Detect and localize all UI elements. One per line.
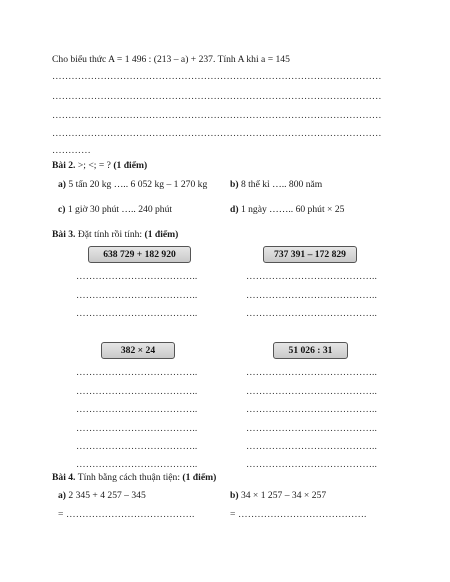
answer-line: ………………………………………………………………………………………… — [52, 110, 382, 121]
work-line: ……………………………….. — [76, 423, 198, 434]
bai2-item-a — [58, 179, 207, 191]
item-letter: c) — [58, 204, 66, 215]
item-text: 34 × 1 257 – 34 × 257 — [240, 490, 327, 501]
work-line: ………………………………….. — [246, 441, 378, 452]
work-line: ……………………………….. — [76, 308, 198, 319]
item-text: 2 345 + 4 257 – 345 — [68, 490, 146, 501]
bai4-item-a — [58, 490, 146, 502]
answer-line: ………………………………………………………………………………………… — [52, 128, 382, 139]
answer-line: ………………………………………………………………………………………… — [52, 91, 382, 102]
answer-line: = …………………………………. — [58, 509, 195, 520]
work-line: ………………………………….. — [246, 404, 378, 415]
problem-box: 638 729 + 182 920 — [88, 246, 191, 263]
bai4-instruction: Tính bằng cách thuận tiện: — [77, 472, 181, 483]
item-letter: a) — [58, 490, 66, 501]
problem-box: 737 391 – 172 829 — [263, 246, 357, 263]
item-text: 5 tấn 20 kg ….. 6 052 kg – 1 270 kg — [68, 179, 208, 190]
bai2-points: (1 điểm) — [113, 160, 148, 171]
problem-box: 51 026 : 31 — [273, 342, 348, 359]
item-letter: b) — [230, 490, 239, 501]
item-text: 8 thế kỉ ….. 800 năm — [240, 179, 323, 190]
bai4-label: Bài 4. — [52, 472, 76, 483]
problem-box: 382 × 24 — [101, 342, 175, 359]
work-line: ……………………………….. — [76, 386, 198, 397]
item-letter: b) — [230, 179, 239, 190]
bai2-item-b — [230, 179, 322, 191]
bai4-points: (1 điểm) — [182, 472, 217, 483]
work-line: ………………………………….. — [246, 423, 378, 434]
answer-line: = …………………………………. — [230, 509, 367, 520]
answer-line-tail: ………… — [52, 145, 91, 156]
work-line: ……………………………….. — [76, 404, 198, 415]
item-letter: a) — [58, 179, 66, 190]
answer-line: ………………………………………………………………………………………… — [52, 71, 382, 82]
bai2-label: Bài 2. — [52, 160, 76, 171]
work-line: ………………………………….. — [246, 386, 378, 397]
bai3-instruction: Đặt tính rồi tính: — [77, 229, 143, 240]
bai2-item-d — [230, 204, 344, 216]
work-line: ……………………………….. — [76, 290, 198, 301]
bai2-instruction: >; <; = ? — [77, 160, 111, 171]
bai2-item-c — [58, 204, 172, 216]
bai3-heading — [52, 229, 178, 241]
work-line: ………………………………….. — [246, 308, 378, 319]
work-line: ……………………………….. — [76, 271, 198, 282]
bai2-heading — [52, 160, 147, 172]
bai4-heading — [52, 472, 216, 484]
item-text: 1 giờ 30 phút ….. 240 phút — [67, 204, 173, 215]
work-line: ……………………………….. — [76, 459, 198, 470]
work-line: ………………………………….. — [246, 367, 378, 378]
work-line: ……………………………….. — [76, 367, 198, 378]
item-text: 1 ngày …….. 60 phút × 25 — [240, 204, 345, 215]
bai3-label: Bài 3. — [52, 229, 76, 240]
work-line: ……………………………….. — [76, 441, 198, 452]
work-line: ………………………………….. — [246, 459, 378, 470]
intro-question: Cho biểu thức A = 1 496 : (213 – a) + 237. Tính A khi a = 145 — [52, 54, 290, 65]
bai4-item-b — [230, 490, 326, 502]
work-line: ………………………………….. — [246, 271, 378, 282]
work-line: ………………………………….. — [246, 290, 378, 301]
bai3-points: (1 điểm) — [144, 229, 179, 240]
item-letter: d) — [230, 204, 239, 215]
